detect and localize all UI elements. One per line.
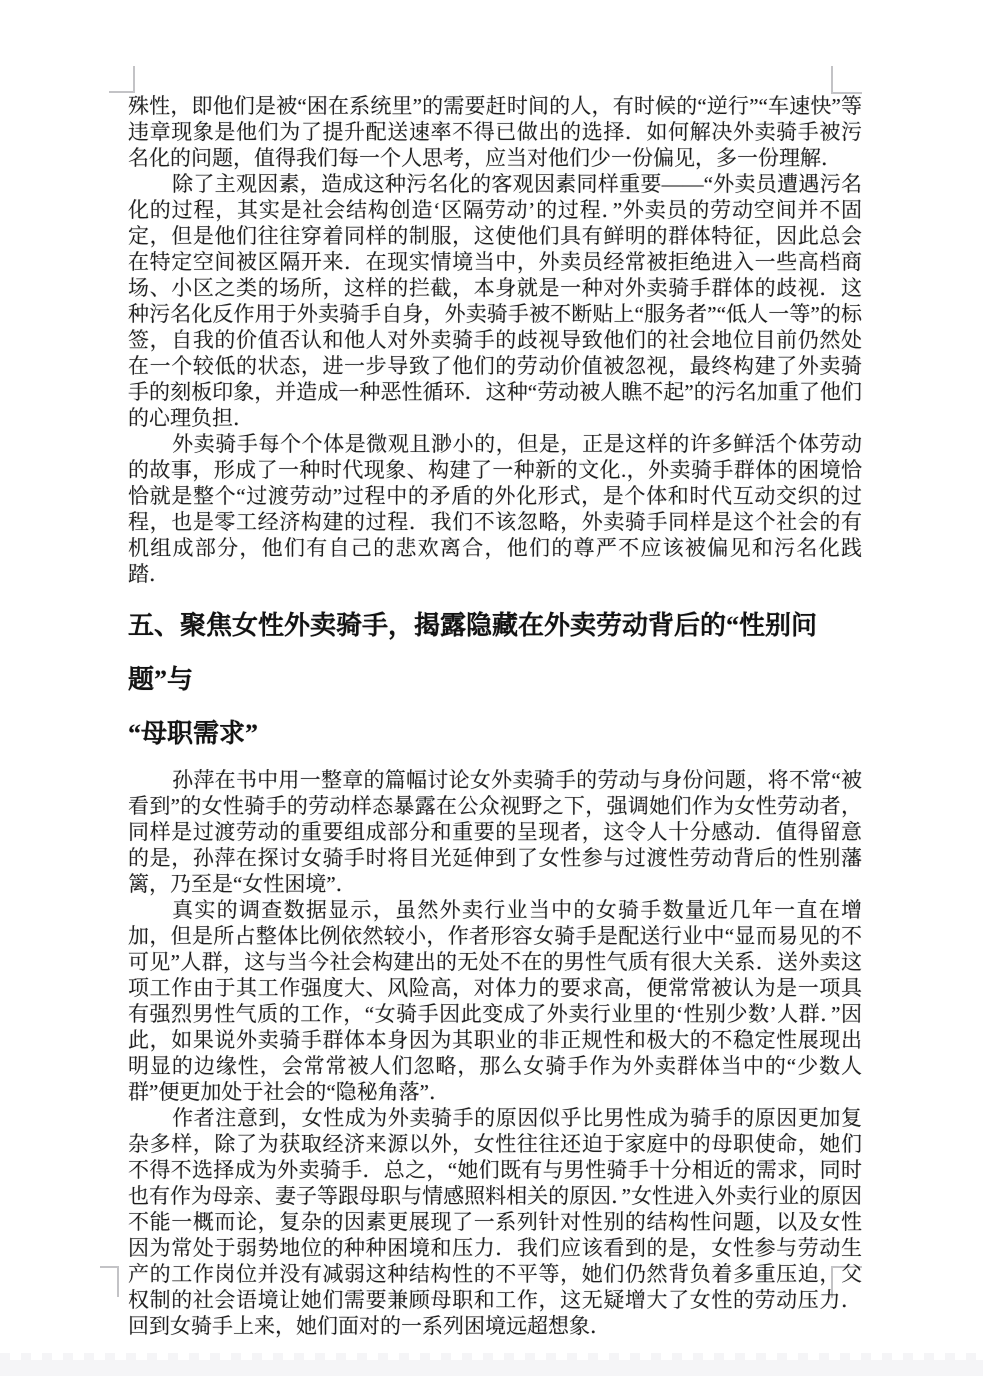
- crop-mark-top-right: [831, 66, 862, 94]
- paragraph-individual-riders: 外卖骑手每个个体是微观且渺小的，但是，正是这样的许多鲜活个体劳动的故事，形成了一种时代现象、构建了一种新的文化.，外卖骑手群体的困境恰恰就是整个“过渡劳动”过程中的矛盾的外化形式，是个体和时代互动交织的过程，也是零工经济构建的过程．我们不该忽略，外卖骑手同样是这个社会的有机组成部分，他们有自己的悲欢离合，他们的尊严不应该被偏见和污名化践踏．: [128, 432, 862, 586]
- page-bottom-edge: [0, 1353, 983, 1376]
- crop-mark-bottom-left: [100, 1266, 119, 1297]
- text-area: [128, 93, 862, 1339]
- paragraph-female-riders-intro: 孙萍在书中用一整章的篇幅讨论女外卖骑手的劳动与身份问题，将不常“被看到”的女性骑手的劳动样态暴露在公众视野之下，强调她们作为女性劳动者，同样是过渡劳动的重要组成部分和重要的呈现者，这令人十分感动．值得留意的是，孙萍在探讨女骑手时将目光延伸到了女性参与过渡性劳动背后的性别藩篱，乃至是“女性困境”．: [128, 768, 862, 896]
- section-heading-line1: 五、聚焦女性外卖骑手，揭露隐藏在外卖劳动背后的“性别问题”与: [128, 611, 818, 694]
- paragraph-objective-factors: 除了主观因素，造成这种污名化的客观因素同样重要——“外卖员遭遇污名化的过程，其实是社会结构创造‘区隔劳动’的过程．”外卖员的劳动空间并不固定，但是他们往往穿着同样的制服，这使他们具有鲜明的群体特征，因此总会在特定空间被区隔开来．在现实情境当中，外卖员经常被拒绝进入一些高档商场、小区之类的场所，这样的拦截，本身就是一种对外卖骑手群体的歧视．这种污名化反作用于外卖骑手自身，外卖骑手被不断贴上“服务者”“低人一等”的标签，自我的价值否认和他人对外卖骑手的歧视导致他们的社会地位目前仍然处在一个较低的状态，进一步导致了他们的劳动价值被忽视，最终构建了外卖骑手的刻板印象，并造成一种恶性循环．这种“劳动被人瞧不起”的污名加重了他们的心理负担．: [128, 172, 862, 430]
- paragraph-motherhood-duty: 作者注意到，女性成为外卖骑手的原因似乎比男性成为骑手的原因更加复杂多样，除了为获取经济来源以外，女性往往还迫于家庭中的母职使命，她们不得不选择成为外卖骑手．总之，“她们既有与男性骑手十分相近的需求，同时也有作为母亲、妻子等跟母职与情感照料相关的原因．”女性进入外卖行业的原因不能一概而论，复杂的因素更展现了一系列针对性别的结构性问题，以及女性因为常处于弱势地位的种种困境和压力．我们应该看到的是，女性参与劳动生产的工作岗位并没有减弱这种结构性的不平等，她们仍然背负着多重压迫，父权制的社会语境让她们需要兼顾母职和工作，这无疑增大了女性的劳动压力．回到女骑手上来，她们面对的一系列困境远超想象．: [128, 1106, 862, 1338]
- section-heading-line2: “母职需求”: [128, 719, 259, 748]
- crop-mark-top-left: [109, 66, 135, 93]
- paragraph-survey-data: 真实的调查数据显示，虽然外卖行业当中的女骑手数量近几年一直在增加，但是所占整体比例依然较小，作者形容女骑手是配送行业中“显而易见的不可见”人群，这与当今社会构建出的无处不在的男性气质有很大关系．送外卖这项工作由于其工作强度大、风险高，对体力的要求高，便常常被认为是一项具有强烈男性气质的工作，“女骑手因此变成了外卖行业里的‘性别少数’人群．”因此，如果说外卖骑手群体本身因为其职业的非正规性和极大的不稳定性展现出明显的边缘性，会常常被人们忽略，那么女骑手作为外卖群体当中的“少数人群”便更加处于社会的“隐秘角落”．: [128, 898, 862, 1104]
- section-heading: [128, 599, 862, 761]
- paragraph-continuation: 殊性，即他们是被“困在系统里”的需要赶时间的人，有时候的“逆行”“车速快”等违章现象是他们为了提升配送速率不得已做出的选择．如何解决外卖骑手被污名化的问题，值得我们每一个人思考，应当对他们少一份偏见，多一份理解．: [128, 94, 862, 170]
- torn-edge-pattern: [0, 1353, 983, 1360]
